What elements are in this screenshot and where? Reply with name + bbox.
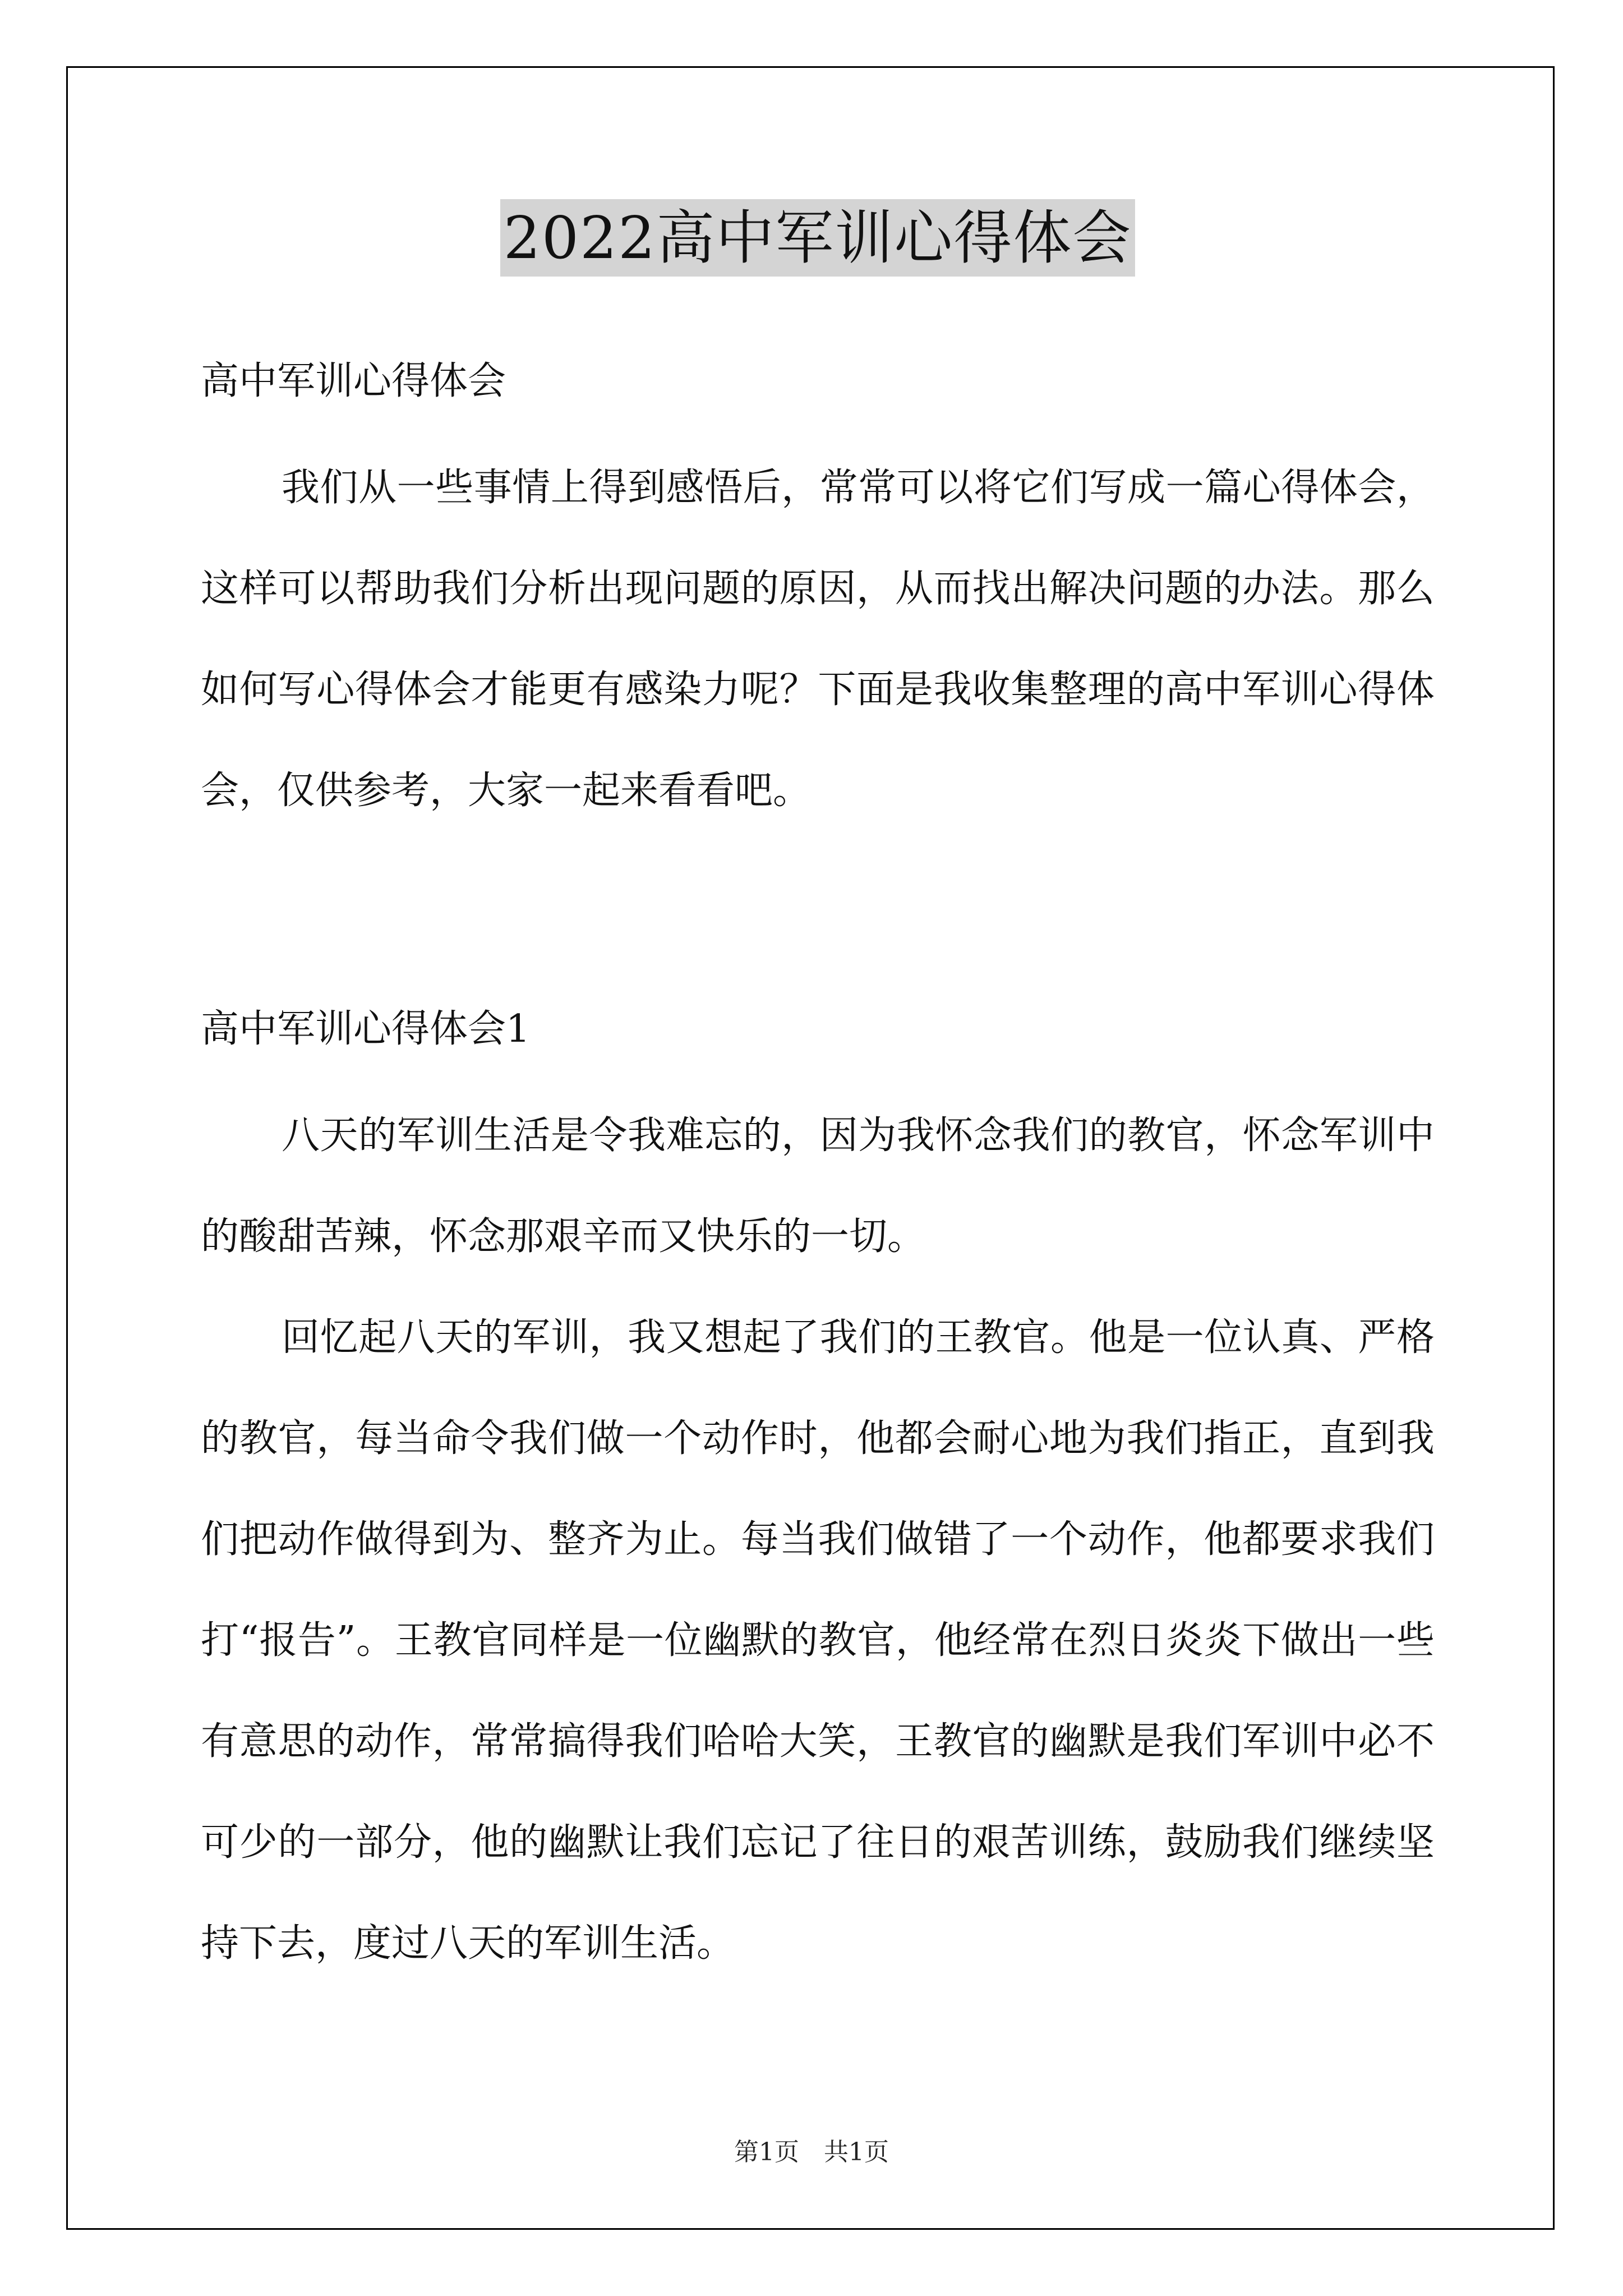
body-paragraph-2: 回忆起八天的军训，我又想起了我们的王教官。他是一位认真、严格的教官，每当命令我们做一个动作时，他都会耐心地为我们指正，直到我们把动作做得到为、整齐为止。每当我们做错了一个动作，他都要求我们打“报告”。王教官同样是一位幽默的教官，他经常在烈日炎炎下做出一些有意思的动作，常常搞得我们哈哈大笑，王教官的幽默是我们军训中必不可少的一部分，他的幽默让我们忘记了往日的艰苦训练，鼓励我们继续坚持下去，度过八天的军训生活。 [201,1315,1435,1966]
intro-paragraph: 我们从一些事情上得到感悟后，常常可以将它们写成一篇心得体会，这样可以帮助我们分析出现问题的原因，从而找出解决问题的办法。那么如何写心得体会才能更有感染力呢？下面是我收集整理的高中军训心得体会，仅供参考，大家一起来看看吧。 [201,466,1435,813]
intro-heading: 高中军训心得体会 [201,359,506,403]
document-title: 2022高中军训心得体会 [500,199,1136,277]
section-heading: 高中军训心得体会1 [201,1007,531,1051]
title-container [201,199,1435,277]
body-paragraph-1: 八天的军训生活是令我难忘的，因为我怀念我们的教官，怀念军训中的酸甜苦辣，怀念那艰辛而又快乐的一切。 [201,1114,1435,1259]
page-footer: 第1页 共1页 [734,2138,889,2166]
